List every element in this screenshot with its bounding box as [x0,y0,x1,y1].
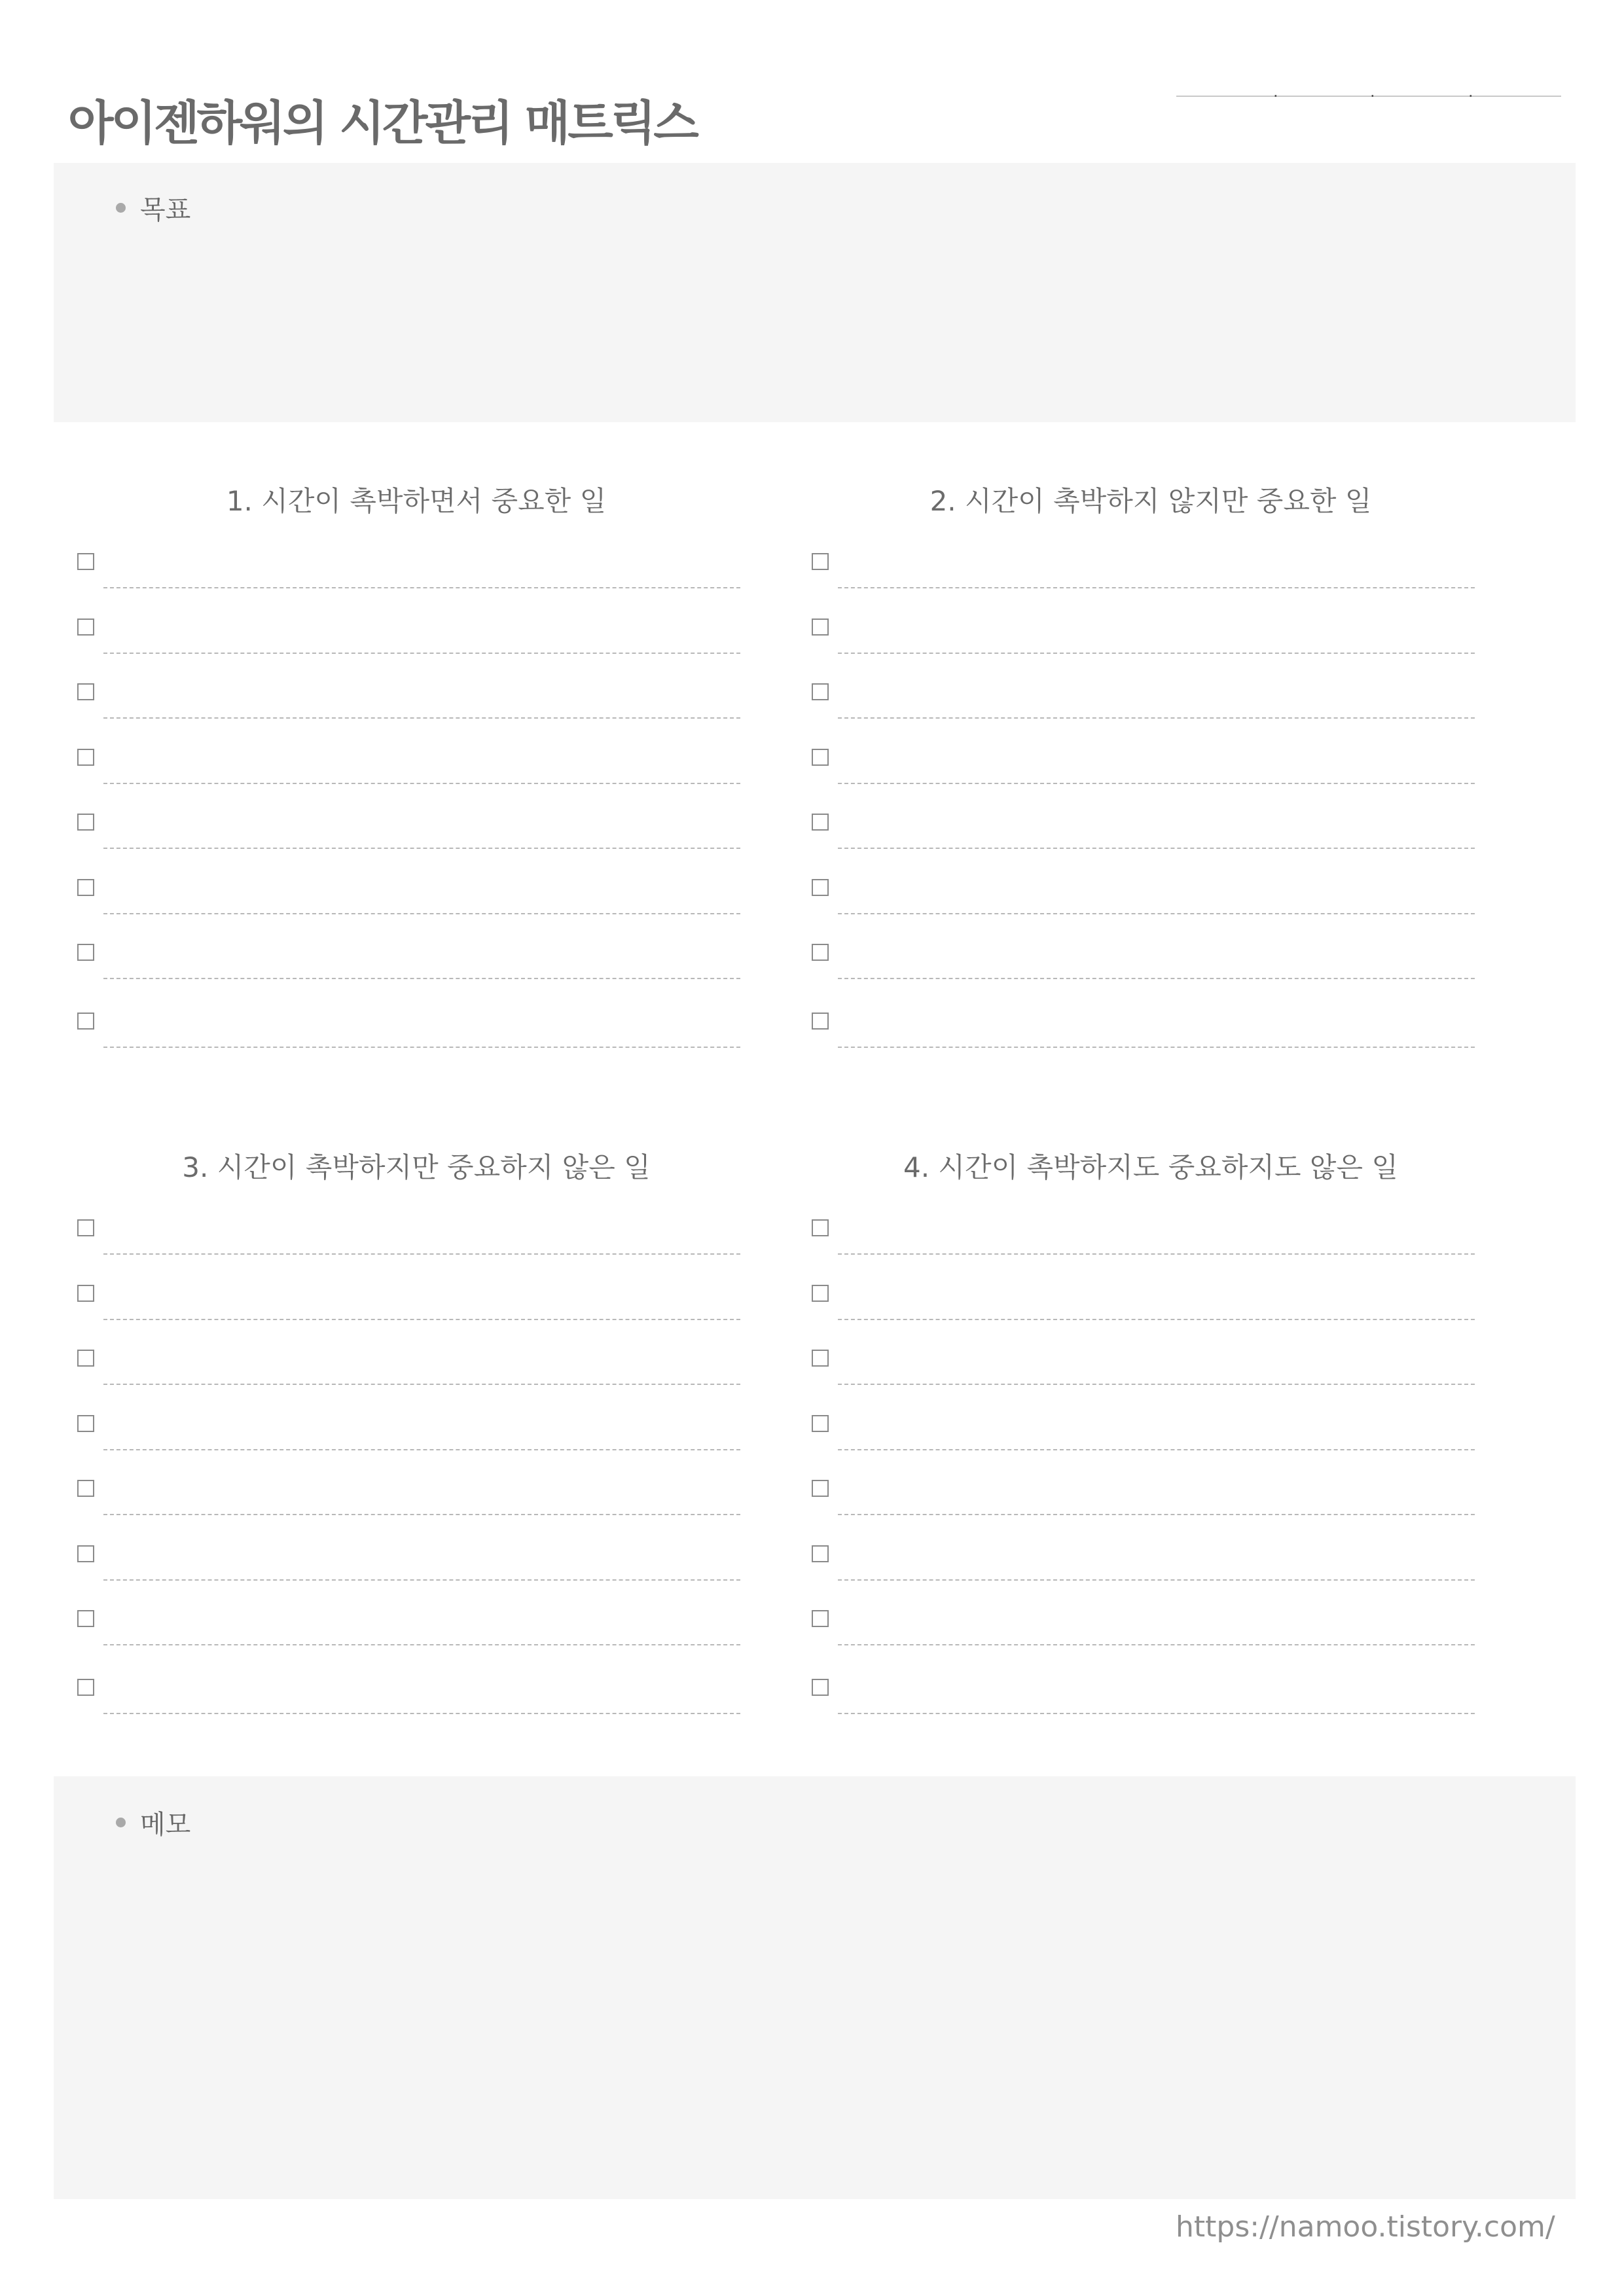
task-checkbox[interactable] [812,683,829,700]
task-line[interactable] [838,1579,1475,1581]
task-row [804,1219,1498,1259]
task-row [804,1415,1498,1454]
task-checkbox[interactable] [77,1545,94,1562]
quadrant-title: 4. 시간이 촉박하지도 중요하지도 않은 일 [903,1151,1398,1183]
task-checkbox[interactable] [77,1415,94,1432]
task-row [69,1415,763,1454]
task-line[interactable] [103,1384,740,1385]
task-checkbox[interactable] [812,1545,829,1562]
footer-url[interactable]: https://namoo.tistory.com/ [1176,2210,1555,2244]
quadrant-not-urgent-not-important [804,1146,1498,1735]
task-row [804,1350,1498,1389]
task-checkbox[interactable] [812,749,829,766]
task-row [804,749,1498,788]
task-row [69,749,763,788]
task-line[interactable] [838,783,1475,784]
task-checkbox[interactable] [812,1610,829,1627]
task-line[interactable] [838,848,1475,849]
task-checkbox[interactable] [77,814,94,831]
task-checkbox[interactable] [812,553,829,570]
task-checkbox[interactable] [812,944,829,961]
task-line[interactable] [838,1514,1475,1515]
memo-label-text: 메모 [140,1810,191,1840]
task-checkbox[interactable] [812,1679,829,1696]
task-line[interactable] [103,1319,740,1320]
task-row [69,814,763,853]
quadrant-urgent-important [69,480,763,1069]
task-line[interactable] [838,1713,1475,1714]
goal-section[interactable] [54,163,1576,422]
task-line[interactable] [838,653,1475,654]
task-row [69,1610,763,1649]
task-checkbox[interactable] [77,879,94,896]
task-checkbox[interactable] [812,1480,829,1497]
task-checkbox[interactable] [77,944,94,961]
quadrant-not-urgent-important [804,480,1498,1069]
task-row [804,1610,1498,1649]
task-checkbox[interactable] [812,1350,829,1367]
quadrant-title: 1. 시간이 촉박하면서 중요한 일 [226,485,607,517]
date-field[interactable] [1176,82,1561,101]
task-row [804,1545,1498,1585]
task-line[interactable] [838,1253,1475,1255]
task-checkbox[interactable] [77,1013,94,1030]
task-row [69,1285,763,1324]
task-line[interactable] [103,1713,740,1714]
task-row [804,1480,1498,1519]
task-line[interactable] [838,913,1475,914]
date-separator: . [1468,82,1473,101]
task-row [804,1285,1498,1324]
task-row [69,1480,763,1519]
task-line[interactable] [838,717,1475,719]
task-line[interactable] [103,1253,740,1255]
task-row [804,619,1498,658]
task-line[interactable] [103,783,740,784]
task-checkbox[interactable] [812,1285,829,1302]
task-row [804,1013,1498,1052]
task-row [69,1013,763,1052]
task-line[interactable] [103,1644,740,1645]
task-line[interactable] [838,1644,1475,1645]
task-checkbox[interactable] [77,1679,94,1696]
task-checkbox[interactable] [812,879,829,896]
task-checkbox[interactable] [77,619,94,636]
date-separator: . [1370,82,1375,101]
task-line[interactable] [103,1449,740,1450]
task-line[interactable] [103,717,740,719]
task-row [69,619,763,658]
task-row [69,944,763,983]
task-checkbox[interactable] [77,1219,94,1236]
task-checkbox[interactable] [812,1415,829,1432]
task-line[interactable] [103,978,740,979]
task-checkbox[interactable] [812,1219,829,1236]
goal-label-text: 목표 [140,195,191,225]
task-line[interactable] [838,1384,1475,1385]
task-line[interactable] [103,913,740,914]
task-row [69,553,763,592]
goal-label [116,189,190,226]
memo-section[interactable] [54,1776,1576,2199]
task-line[interactable] [103,1514,740,1515]
task-checkbox[interactable] [77,553,94,570]
quadrant-urgent-not-important [69,1146,763,1735]
bullet-icon [116,1818,126,1827]
memo-label [116,1804,190,1841]
task-line[interactable] [103,848,740,849]
task-row [804,879,1498,918]
task-row [69,1545,763,1585]
task-line[interactable] [103,1579,740,1581]
bullet-icon [116,203,126,213]
task-row [804,814,1498,853]
task-line[interactable] [838,1449,1475,1450]
task-line[interactable] [103,653,740,654]
quadrant-title: 3. 시간이 촉박하지만 중요하지 않은 일 [182,1151,651,1183]
task-line[interactable] [838,978,1475,979]
task-checkbox[interactable] [812,1013,829,1030]
date-separator: . [1273,82,1278,101]
task-checkbox[interactable] [77,683,94,700]
task-line[interactable] [103,587,740,588]
task-checkbox[interactable] [812,814,829,831]
task-row [69,1350,763,1389]
task-row [69,879,763,918]
task-checkbox[interactable] [77,1350,94,1367]
task-checkbox[interactable] [77,1480,94,1497]
task-row [804,683,1498,723]
task-row [69,1219,763,1259]
task-line[interactable] [838,1319,1475,1320]
task-row [69,683,763,723]
task-row [804,1679,1498,1718]
task-checkbox[interactable] [77,749,94,766]
task-row [69,1679,763,1718]
task-checkbox[interactable] [77,1285,94,1302]
task-line[interactable] [103,1047,740,1048]
task-row [804,944,1498,983]
task-row [804,553,1498,592]
task-line[interactable] [838,1047,1475,1048]
task-checkbox[interactable] [77,1610,94,1627]
task-line[interactable] [838,587,1475,588]
task-checkbox[interactable] [812,619,829,636]
page-title: 아이젠하워의 시간관리 매트릭스 [68,96,696,151]
quadrant-title: 2. 시간이 촉박하지 않지만 중요한 일 [929,485,1372,517]
